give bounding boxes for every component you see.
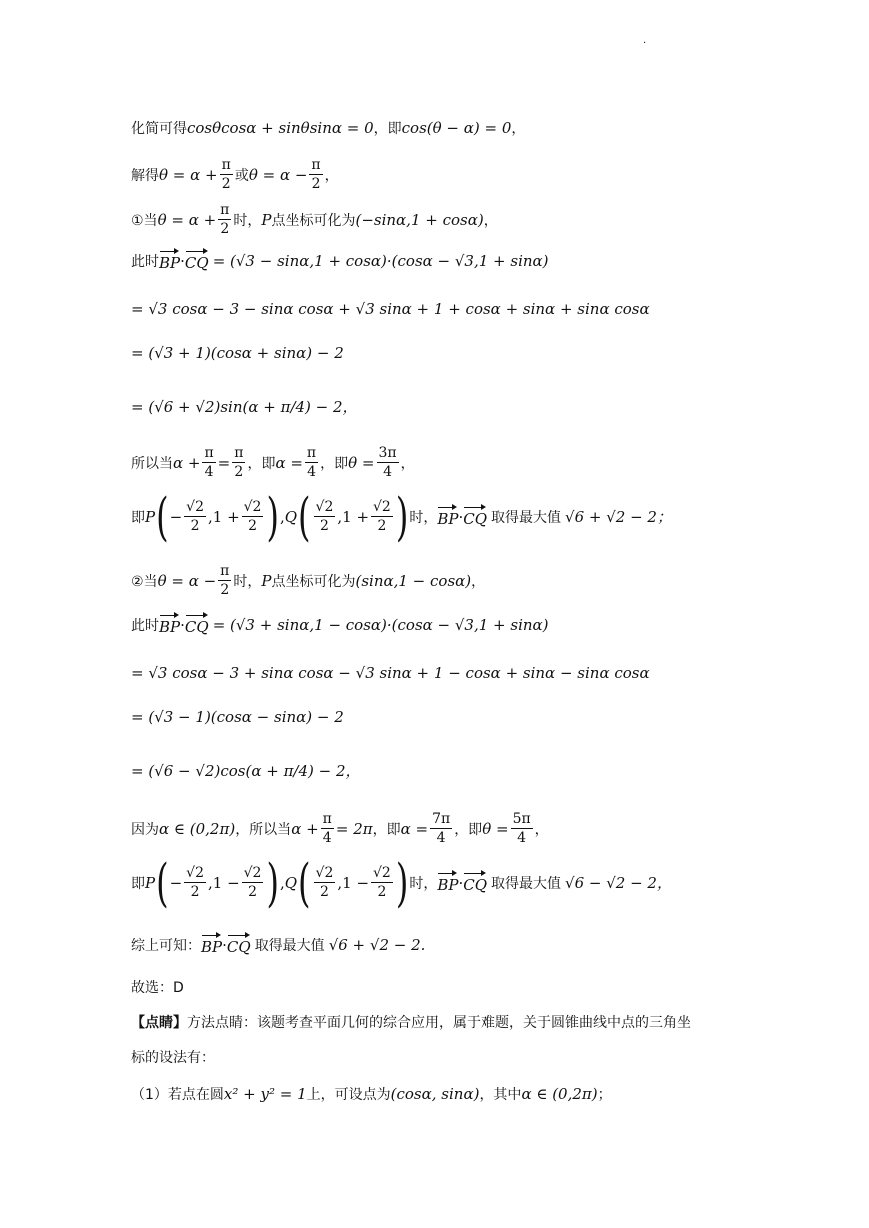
vector-cq: CQ (185, 250, 209, 272)
line-case-1: ①当 θ = α + $\frac{\pi}{2}$ 时， P 点坐标可化为 (−sinα,1 + cosα) ， (131, 202, 498, 237)
note-label: 【点睛】 (131, 1015, 187, 1031)
line-factor-1: = (√3 + 1)(cosα + sinα) − 2 (131, 344, 344, 362)
coordinate-expr: (sinα,1 − cosα) (355, 571, 472, 590)
vector-bp: BP (159, 250, 180, 272)
fraction: $\frac{\pi}{4}$ (204, 445, 214, 480)
equation-2: cos(θ − α) = 0 (401, 119, 512, 137)
line-sin-form: = (√6 + √2)sin(α + π/4) − 2， (131, 398, 358, 416)
fraction: $\frac{\pi}{2}$ (234, 445, 244, 480)
line-answer: 故选：D (131, 980, 184, 996)
coordinate-expr: (−sinα,1 + cosα) (355, 210, 484, 229)
fraction: $\frac{\pi}{2}$ (311, 157, 321, 192)
line-conclusion: 综上可知： BP · CQ 取得最大值 √6 + √2 − 2. (131, 936, 426, 956)
final-value: √6 + √2 − 2. (328, 936, 426, 954)
line-note: 【点睛】 方法点睛：该题考查平面几何的综合应用，属于难题，关于圆锥曲线中点的三角坐 (131, 1012, 691, 1032)
max-value: √6 − √2 − 2， (565, 874, 672, 892)
line-solve: 解得 θ = α + $\frac{\pi}{2}$ 或 θ = α − $\frac{\pi}{2}$ ， (131, 157, 339, 192)
equation-1: cosθcosα + sinθsinα = 0 (187, 119, 374, 137)
line-dot-product-2: 此时 BP · CQ = (√3 + sinα,1 − cosα)·(cosα − √3,1 + sinα) (131, 616, 549, 636)
line-expand-1: = √3 cosα − 3 − sinα cosα + √3 sinα + 1 + cosα + sinα + sinα cosα (131, 300, 650, 318)
line-max-condition-2: 因为 α ∈ (0,2π) ，所以当 α + $\frac{\pi}{4}$ = 2π ，即 α = $\frac{7\pi}{4}$ ，即 θ = $\frac{5\pi}{4}$ ， (131, 811, 549, 846)
fraction: $\frac{\pi}{2}$ (221, 157, 231, 192)
line-method-1: （1）若点在圆 x² + y² = 1 上，可设点为 (cosα, sinα) ，其中 α ∈ (0,2π) ； (131, 1085, 612, 1103)
line-simplify: 化简可得 cosθcosα + sinθsinα = 0 ，即 cos(θ − α) = 0 ， (131, 119, 526, 137)
max-value: √6 + √2 − 2； (565, 508, 672, 526)
line-note-cont: 标的设法有： (131, 1050, 215, 1066)
line-max-condition-1: 所以当 α + $\frac{\pi}{4}$ = $\frac{\pi}{2}$ ，即 α = $\frac{\pi}{4}$ ，即 θ = $\frac{3\pi}{4}$ ， (131, 445, 415, 480)
corner-mark: · (643, 38, 647, 49)
line-points-2: 即 P ( − $\frac{√2}{2}$ ,1 − $\frac{√2}{2}$ ) , Q ( $\frac{√2}{2}$ ,1 − $\frac{√2}{2}$ ) 时， BP · CQ 取得最大值 √6 − √2 − 2， (131, 852, 672, 913)
fraction: $\frac{\pi}{2}$ (220, 202, 230, 237)
fraction: $\frac{\pi}{4}$ (306, 445, 317, 480)
line-expand-2: = √3 cosα − 3 + sinα cosα − √3 sinα + 1 − cosα + sinα − sinα cosα (131, 664, 650, 682)
fraction: $\frac{3\pi}{4}$ (378, 445, 397, 480)
line-dot-product-1: 此时 BP · CQ = (√3 − sinα,1 + cosα)·(cosα − √3,1 + sinα) (131, 252, 549, 272)
line-case-2: ②当 θ = α − $\frac{\pi}{2}$ 时， P 点坐标可化为 (sinα,1 − cosα) ， (131, 563, 486, 598)
line-cos-form: = (√6 − √2)cos(α + π/4) − 2， (131, 762, 361, 780)
line-factor-2: = (√3 − 1)(cosα − sinα) − 2 (131, 708, 344, 726)
line-points-1: 即 P ( − $\frac{√2}{2}$ ,1 + $\frac{√2}{2}$ ) , Q ( $\frac{√2}{2}$ ,1 + $\frac{√2}{2}$ ) 时， BP · CQ 取得最大值 √6 + √2 − 2； (131, 486, 672, 547)
